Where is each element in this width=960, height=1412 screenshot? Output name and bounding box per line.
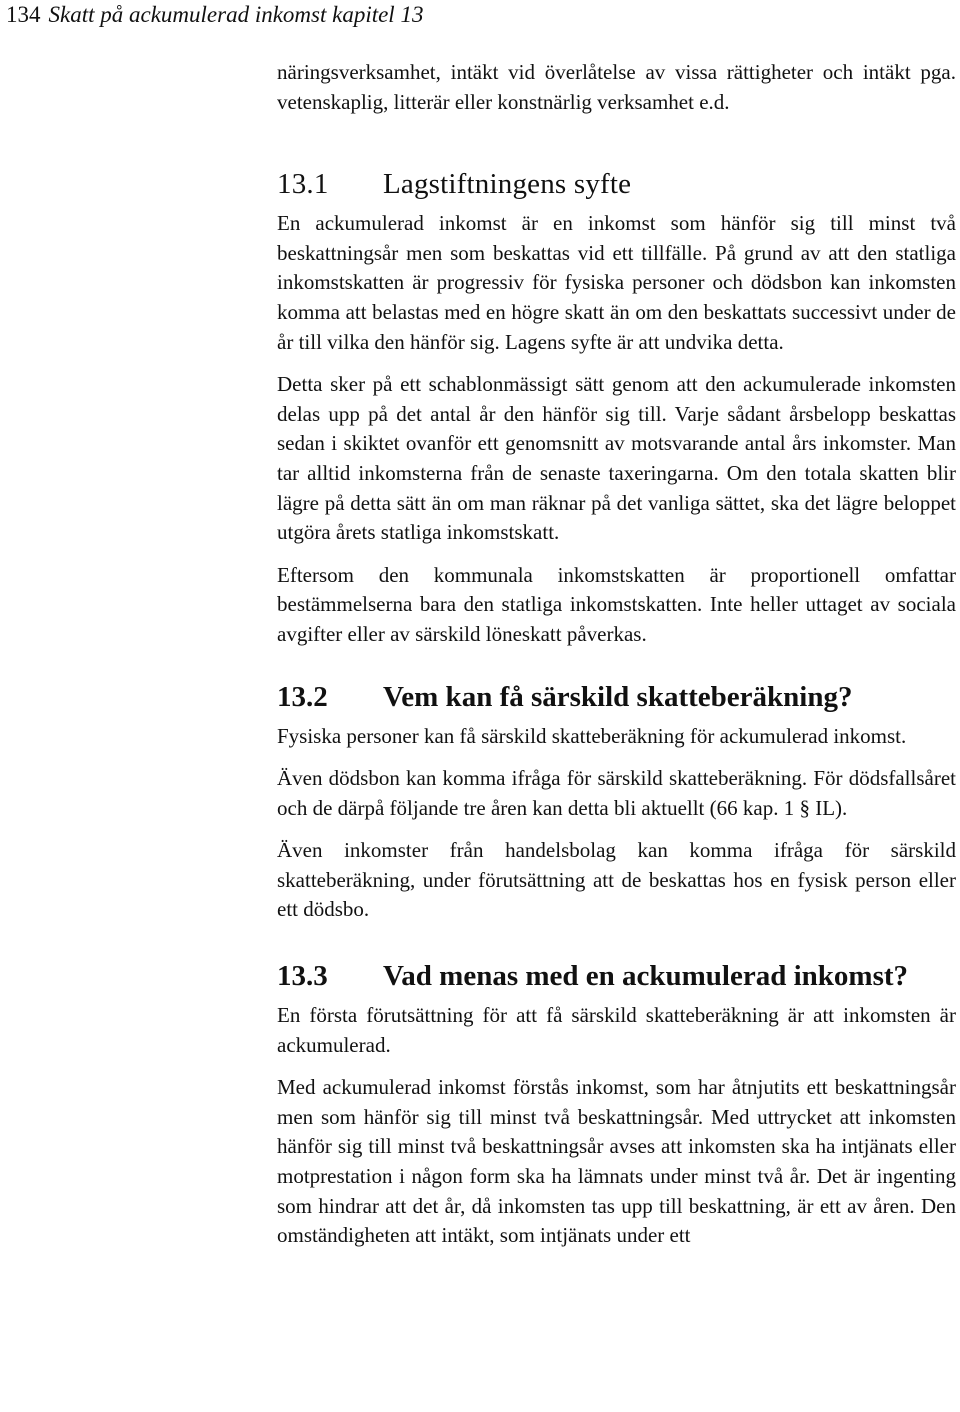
body-column bbox=[277, 58, 956, 1251]
paragraph: Även inkomster från handelsbolag kan komma ifråga för särskild skatteberäkning, under förutsättning att de beskattas hos en fysisk person eller ett dödsbo. bbox=[277, 838, 956, 922]
section-title: Vad menas med en ackumulerad inkomst? bbox=[383, 960, 909, 993]
section-title: Vem kan få särskild skatteberäkning? bbox=[383, 680, 853, 713]
page-number: 134 bbox=[6, 2, 41, 27]
section-heading-13-1 bbox=[277, 167, 956, 201]
intro-paragraph: näringsverksamhet, intäkt vid överlåtelse av vissa rättigheter och intäkt pga. vetenskaplig, litterär eller konstnärlig verksamhet e.d. bbox=[277, 60, 956, 114]
running-title: Skatt på ackumulerad inkomst kapitel 13 bbox=[48, 2, 424, 27]
paragraph: Även dödsbon kan komma ifråga för särskild skatteberäkning. För dödsfallsåret och de därpå följande tre åren kan detta bli aktuellt (66 kap. 1 § IL). bbox=[277, 766, 956, 820]
paragraph: En ackumulerad inkomst är en inkomst som hänför sig till minst två beskattningsår men som beskattas vid ett tillfälle. På grund av att den statliga inkomstskatten är progressiv för fysiska personer och dödsbon kan inkomsten komma att belastas med en högre skatt än om den beskattats successivt under de år till vilka den hänför sig. Lagens syfte är att undvika detta. bbox=[277, 211, 956, 354]
section-number: 13.2 bbox=[277, 680, 328, 713]
section-heading-13-3 bbox=[277, 959, 956, 993]
section-number: 13.1 bbox=[277, 168, 329, 201]
paragraph: Eftersom den kommunala inkomstskatten är proportionell omfattar bestämmelserna bara den statliga inkomstskatten. Inte heller uttaget av sociala avgifter eller av särskild löneskatt påverkas. bbox=[277, 562, 956, 646]
section-title: Lagstiftningens syfte bbox=[383, 168, 632, 201]
running-head bbox=[6, 0, 423, 30]
paragraph: Fysiska personer kan få särskild skatteberäkning för ackumulerad inkomst. bbox=[277, 723, 907, 748]
paragraph: En första förutsättning för att få särskild skatteberäkning är att inkomsten är ackumulerad. bbox=[277, 1003, 956, 1057]
paragraph: Med ackumulerad inkomst förstås inkomst, som har åtnjutits ett beskattningsår men som hänför sig till minst två beskattningsår. Med uttrycket att inkomsten hänför sig till minst två beskattningsår avses att inkomsten ska ha intjänats eller motprestation i någon form ska ha lämnats under minst två år. Det är ingenting som hindrar att det år, då inkomsten tas upp till beskattning, är ett av åren. Den omständigheten att intäkt, som intjänats under ett bbox=[277, 1075, 956, 1248]
section-number: 13.3 bbox=[277, 960, 328, 993]
section-heading-13-2 bbox=[277, 680, 956, 714]
paragraph: Detta sker på ett schablonmässigt sätt genom att den ackumulerade inkomsten delas upp på det antal år den hänför sig till. Varje sådant årsbelopp beskattas sedan i skiktet ovanför ett genomsnitt av motsvarande antal års inkomster. Man tar alltid inkomsterna från de senaste taxeringarna. Om den totala skatten blir lägre på detta sätt än om man räknar på det vanliga sättet, ska det lägre beloppet utgöra årets statliga inkomstskatt. bbox=[277, 372, 956, 545]
